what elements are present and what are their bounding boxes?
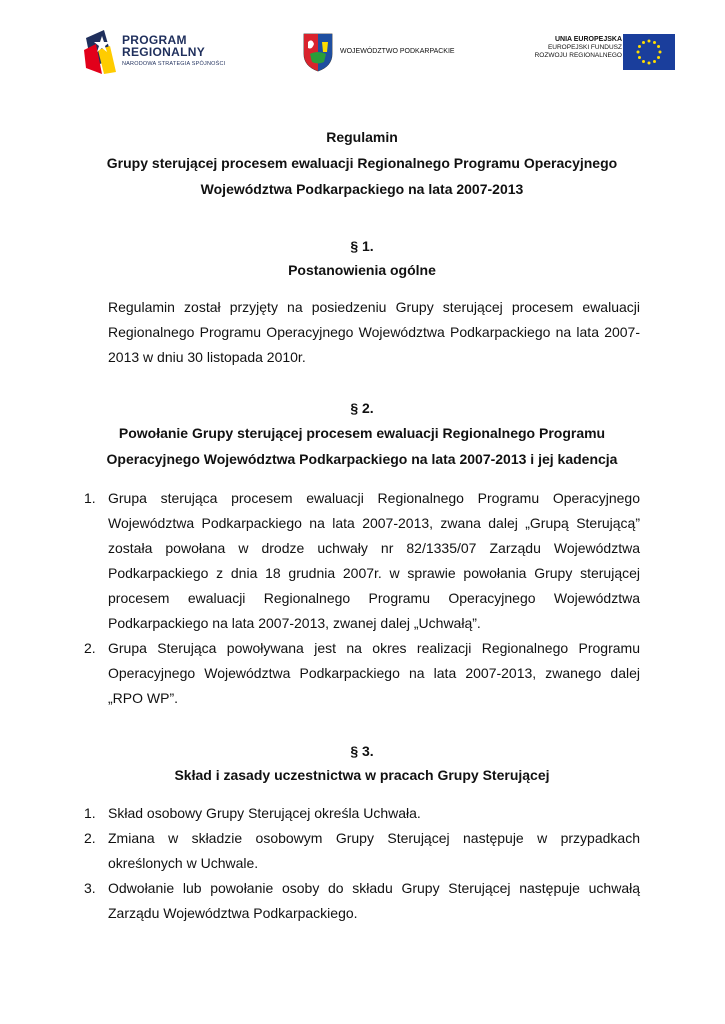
list-item-number: 1.: [84, 805, 96, 821]
eu-star: [648, 62, 651, 65]
document-title-line2: Grupy sterującej procesem ewaluacji Regionalnego Programu Operacyjnego: [106, 155, 618, 171]
logo-program-line1: PROGRAM: [122, 33, 187, 47]
document-title: Regulamin: [326, 129, 398, 145]
program-regionalny-mark-icon: [82, 28, 120, 76]
list-item-text: Grupa sterująca procesem ewaluacji Regionalnego Programu Operacyjnego Województwa Podkarpackiego na lata 2007-2013, zwana dalej „Grupą Sterującą” została powołana w drodze uchwały nr 82/1335/07 Zarządu Województwa Podkarpackiego z dnia 18 grudnia 2007r. w sprawie powołania Grupy sterującej procesem ewaluacji Regionalnego Programu Operacyjnego Województwa Podkarpackiego na lata 2007-2013, zwanej dalej „Uchwałą”.: [108, 490, 640, 631]
eu-star: [648, 40, 651, 43]
eu-star: [638, 56, 641, 59]
eu-star: [657, 45, 660, 48]
list-item: [84, 876, 640, 926]
section-3-list: [84, 801, 640, 926]
eu-line3: ROZWOJU REGIONALNEGO: [534, 52, 622, 59]
list-item-number: 2.: [84, 830, 96, 846]
section-2-number: § 2.: [350, 400, 374, 416]
list-item-text: Skład osobowy Grupy Sterującej określa Uchwała.: [108, 805, 421, 821]
page-header: [0, 0, 725, 110]
list-item: [84, 826, 640, 876]
list-item-number: 3.: [84, 880, 96, 896]
section-3-number: § 3.: [350, 743, 374, 759]
eu-star: [637, 51, 640, 54]
eu-line2: EUROPEJSKI FUNDUSZ: [547, 44, 622, 51]
wojewodztwo-logo: [302, 32, 492, 72]
eu-star: [659, 51, 662, 54]
section-1-paragraph: Regulamin został przyjęty na posiedzeniu Grupy sterującej procesem ewaluacji Regionalnego Programu Operacyjnego Województwa Podkarpackiego na lata 2007-2013 w dniu 30 listopada 2010r.: [108, 299, 640, 365]
section-1-title: Postanowienia ogólne: [288, 262, 436, 278]
eu-star: [657, 56, 660, 59]
list-item-number: 1.: [84, 490, 96, 506]
section-2-title-line1: Powołanie Grupy sterującej procesem ewaluacji Regionalnego Programu: [118, 425, 606, 441]
eu-logo: [520, 34, 680, 74]
list-item-text: Zmiana w składzie osobowym Grupy Sterującej następuje w przypadkach określonych w Uchwale.: [108, 830, 640, 871]
list-item-text: Grupa Sterująca powoływana jest na okres realizacji Regionalnego Programu Operacyjnego Województwa Podkarpackiego na lata 2007-2013, zwanego dalej „RPO WP”.: [108, 640, 640, 706]
list-item-number: 2.: [84, 640, 96, 656]
eu-star: [642, 60, 645, 63]
document-body: [84, 124, 640, 926]
logo-program-line3: NARODOWA STRATEGIA SPÓJNOŚCI: [122, 61, 226, 67]
section-2-title-line2: Operacyjnego Województwa Podkarpackiego na lata 2007-2013 i jej kadencja: [106, 451, 618, 467]
section-3-title: Skład i zasady uczestnictwa w pracach Grupy Sterującej: [174, 767, 550, 783]
program-regionalny-logo: [82, 28, 232, 78]
coat-of-arms-icon: [302, 32, 334, 72]
list-item: [84, 486, 640, 636]
eu-star: [653, 41, 656, 44]
section-1-number: § 1.: [350, 238, 374, 254]
eu-flag-icon: [623, 34, 675, 70]
list-item: [84, 636, 640, 711]
eu-star: [642, 41, 645, 44]
logo-program-line2: REGIONALNY: [122, 45, 206, 59]
document-title-line3: Województwa Podkarpackiego na lata 2007-2013: [200, 181, 524, 197]
wojewodztwo-text: WOJEWÓDZTWO PODKARPACKIE: [340, 48, 455, 55]
list-item: [84, 801, 640, 826]
eu-star: [638, 45, 641, 48]
eu-line1: UNIA EUROPEJSKA: [554, 36, 622, 43]
eu-star: [653, 60, 656, 63]
section-2-list: [84, 486, 640, 711]
list-item-text: Odwołanie lub powołanie osoby do składu Grupy Sterującej następuje uchwałą Zarządu Województwa Podkarpackiego.: [108, 880, 640, 921]
